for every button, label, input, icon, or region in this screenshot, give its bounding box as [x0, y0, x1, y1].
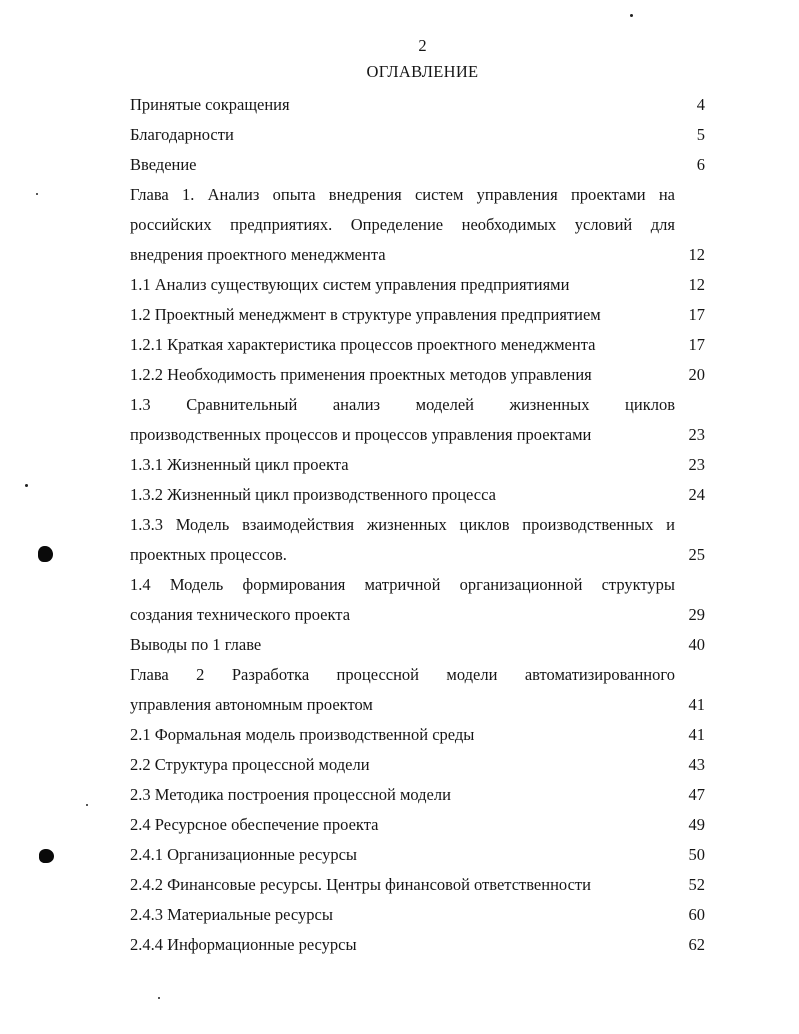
toc-entry-text: 2.4 Ресурсное обеспечение проекта	[130, 815, 379, 834]
toc-entry	[130, 900, 705, 930]
toc-page-number: 47	[688, 785, 705, 804]
toc-entry	[130, 870, 705, 900]
toc-entry-text: 2.2 Структура процессной модели	[130, 755, 370, 774]
toc-page-number: 60	[688, 905, 705, 924]
toc-entry	[130, 630, 705, 660]
scan-speck	[25, 484, 28, 487]
toc-entry	[130, 180, 705, 270]
toc-entry-text: 1.3.1 Жизненный цикл проекта	[130, 455, 349, 474]
toc-entry	[130, 360, 705, 390]
toc-page-number: 17	[688, 335, 705, 354]
toc-entry-text: 2.4.2 Финансовые ресурсы. Центры финансовой ответственности	[130, 875, 591, 894]
toc-entry-text: 1.3.2 Жизненный цикл производственного процесса	[130, 485, 496, 504]
toc-entry	[130, 510, 705, 570]
toc-entry	[130, 450, 705, 480]
toc-page-number: 29	[688, 605, 705, 624]
toc-entry-text: Глава 2 Разработка процессной модели автоматизированного	[130, 665, 675, 684]
scan-speck	[158, 997, 160, 999]
toc-page-number: 20	[688, 365, 705, 384]
toc-page-number: 23	[688, 425, 705, 444]
toc-entry	[130, 330, 705, 360]
toc-page-number: 43	[688, 755, 705, 774]
toc-entry	[130, 150, 705, 180]
toc-entry	[130, 930, 705, 960]
toc-entry	[130, 810, 705, 840]
toc-entry-text: 1.2.2 Необходимость применения проектных методов управления	[130, 365, 592, 384]
toc-entry	[130, 720, 705, 750]
toc-entry	[130, 840, 705, 870]
scan-speck	[630, 14, 633, 17]
toc-page-number: 12	[688, 245, 705, 264]
toc-entry-text: 2.4.4 Информационные ресурсы	[130, 935, 357, 954]
scan-speck	[86, 804, 88, 806]
toc-entry	[130, 660, 705, 720]
toc-entry	[130, 90, 705, 120]
scan-speck	[36, 193, 38, 195]
table-of-contents	[130, 90, 705, 960]
toc-entry	[130, 480, 705, 510]
toc-entry-text: создания технического проекта	[130, 605, 351, 624]
toc-page-number: 52	[688, 875, 705, 894]
toc-entry	[130, 390, 705, 450]
toc-page-number: 41	[688, 725, 705, 744]
toc-entry	[130, 570, 705, 630]
toc-page-number: 25	[688, 545, 705, 564]
toc-entry-text: 2.4.1 Организационные ресурсы	[130, 845, 357, 864]
toc-page-number: 6	[696, 155, 705, 174]
page-title: ОГЛАВЛЕНИЕ	[366, 62, 479, 81]
toc-page-number: 49	[688, 815, 705, 834]
toc-page-number: 12	[688, 275, 705, 294]
toc-entry-text: 1.4 Модель формирования матричной организационной структуры	[130, 575, 675, 594]
toc-page-number: 62	[688, 935, 705, 954]
toc-page-number: 17	[688, 305, 705, 324]
toc-page-number: 50	[688, 845, 705, 864]
toc-entry-text: 1.2.1 Краткая характеристика процессов проектного менеджмента	[130, 335, 596, 354]
toc-entry-text: управления автономным проектом	[130, 695, 373, 714]
toc-entry-text: 2.4.3 Материальные ресурсы	[130, 905, 333, 924]
ink-blot	[38, 546, 53, 562]
toc-page-number: 5	[696, 125, 705, 144]
toc-entry-text: Введение	[130, 155, 197, 174]
toc-entry-text: внедрения проектного менеджмента	[130, 245, 386, 264]
toc-entry-text: проектных процессов.	[130, 545, 287, 564]
toc-entry-text: российских предприятиях. Определение необходимых условий для	[130, 215, 675, 234]
toc-page-number: 4	[696, 95, 705, 114]
toc-page-number: 24	[688, 485, 705, 504]
toc-entry	[130, 300, 705, 330]
toc-entry-text: 1.1 Анализ существующих систем управления предприятиями	[130, 275, 570, 294]
toc-entry-text: производственных процессов и процессов управления проектами	[130, 425, 592, 444]
ink-blot	[39, 849, 54, 863]
toc-entry-text: Благодарности	[130, 125, 234, 144]
toc-entry	[130, 270, 705, 300]
toc-page-number: 40	[688, 635, 705, 654]
toc-entry-text: 1.2 Проектный менеджмент в структуре управления предприятием	[130, 305, 601, 324]
toc-entry-text: 2.1 Формальная модель производственной среды	[130, 725, 475, 744]
toc-entry	[130, 120, 705, 150]
toc-page-number: 23	[688, 455, 705, 474]
toc-entry	[130, 750, 705, 780]
toc-entry-text: Глава 1. Анализ опыта внедрения систем управления проектами на	[130, 185, 675, 204]
toc-entry-text: 1.3 Сравнительный анализ моделей жизненных циклов	[130, 395, 675, 414]
toc-entry-text: Выводы по 1 главе	[130, 635, 262, 654]
toc-entry-text: 2.3 Методика построения процессной модели	[130, 785, 451, 804]
toc-page-number: 41	[688, 695, 705, 714]
toc-entry	[130, 780, 705, 810]
toc-entry-text: Принятые сокращения	[130, 95, 290, 114]
page-number: 2	[418, 36, 427, 55]
toc-entry-text: 1.3.3 Модель взаимодействия жизненных циклов производственных и	[130, 515, 675, 534]
